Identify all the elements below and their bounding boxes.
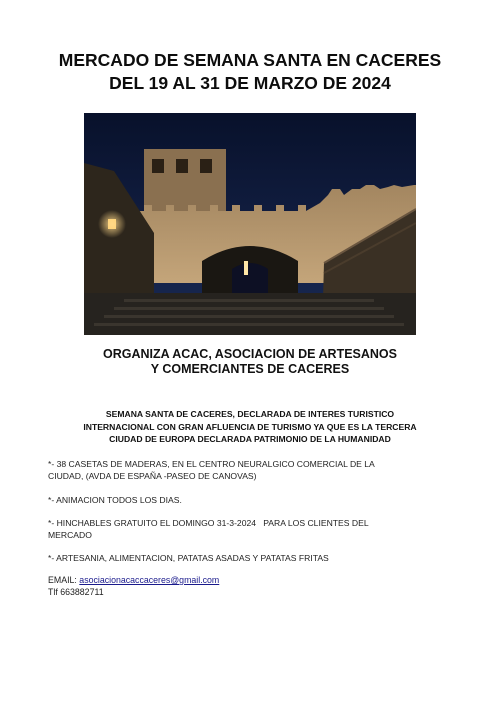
contact-email bbox=[48, 575, 219, 585]
intro-line-2: INTERNACIONAL CON GRAN AFLUENCIA DE TURISMO YA QUE ES LA TERCERA bbox=[83, 421, 417, 432]
bullet-text-line: MERCADO bbox=[48, 530, 92, 541]
bullet-text-line: *- 38 CASETAS DE MADERAS, EN EL CENTRO NEURALGICO COMERCIAL DE LA bbox=[48, 459, 375, 469]
bullet-text-line: CIUDAD, (AVDA DE ESPAÑA -PASEO DE CANOVAS) bbox=[48, 471, 257, 482]
bullet-text-line: *- ANIMACION TODOS LOS DIAS. bbox=[48, 495, 182, 505]
bullet-item-artesania bbox=[48, 552, 448, 564]
contact-phone: Tlf 663882711 bbox=[48, 587, 104, 597]
bullet-item-casetas bbox=[48, 458, 448, 482]
night-arch-gate-photo bbox=[84, 113, 416, 335]
bullet-text-line: *- HINCHABLES GRATUITO EL DOMINGO 31-3-2024 PARA LOS CLIENTES DEL bbox=[48, 518, 369, 528]
email-label: EMAIL: bbox=[48, 575, 77, 585]
bullet-item-hinchables bbox=[48, 517, 448, 541]
intro-line-1: SEMANA SANTA DE CACERES, DECLARADA DE INTERES TURISTICO bbox=[105, 409, 395, 419]
organizer-line-1: ORGANIZA ACAC, ASOCIACION DE ARTESANOS bbox=[103, 347, 397, 361]
intro-line-3: CIUDAD DE EUROPA DECLARADA PATRIMONIO DE LA HUMANIDAD bbox=[109, 434, 391, 444]
page-title-line-1: MERCADO DE SEMANA SANTA EN CACERES bbox=[58, 50, 442, 70]
organizer-line-2: Y COMERCIANTES DE CACERES bbox=[150, 362, 350, 376]
bullet-text-line: *- ARTESANIA, ALIMENTACION, PATATAS ASADAS Y PATATAS FRITAS bbox=[48, 553, 329, 563]
email-link[interactable]: asociacionacaccaceres@gmail.com bbox=[79, 575, 220, 585]
bullet-item-animacion bbox=[48, 494, 448, 506]
page-title-line-2: DEL 19 AL 31 DE MARZO DE 2024 bbox=[109, 73, 391, 93]
photo-illustration bbox=[84, 113, 416, 335]
